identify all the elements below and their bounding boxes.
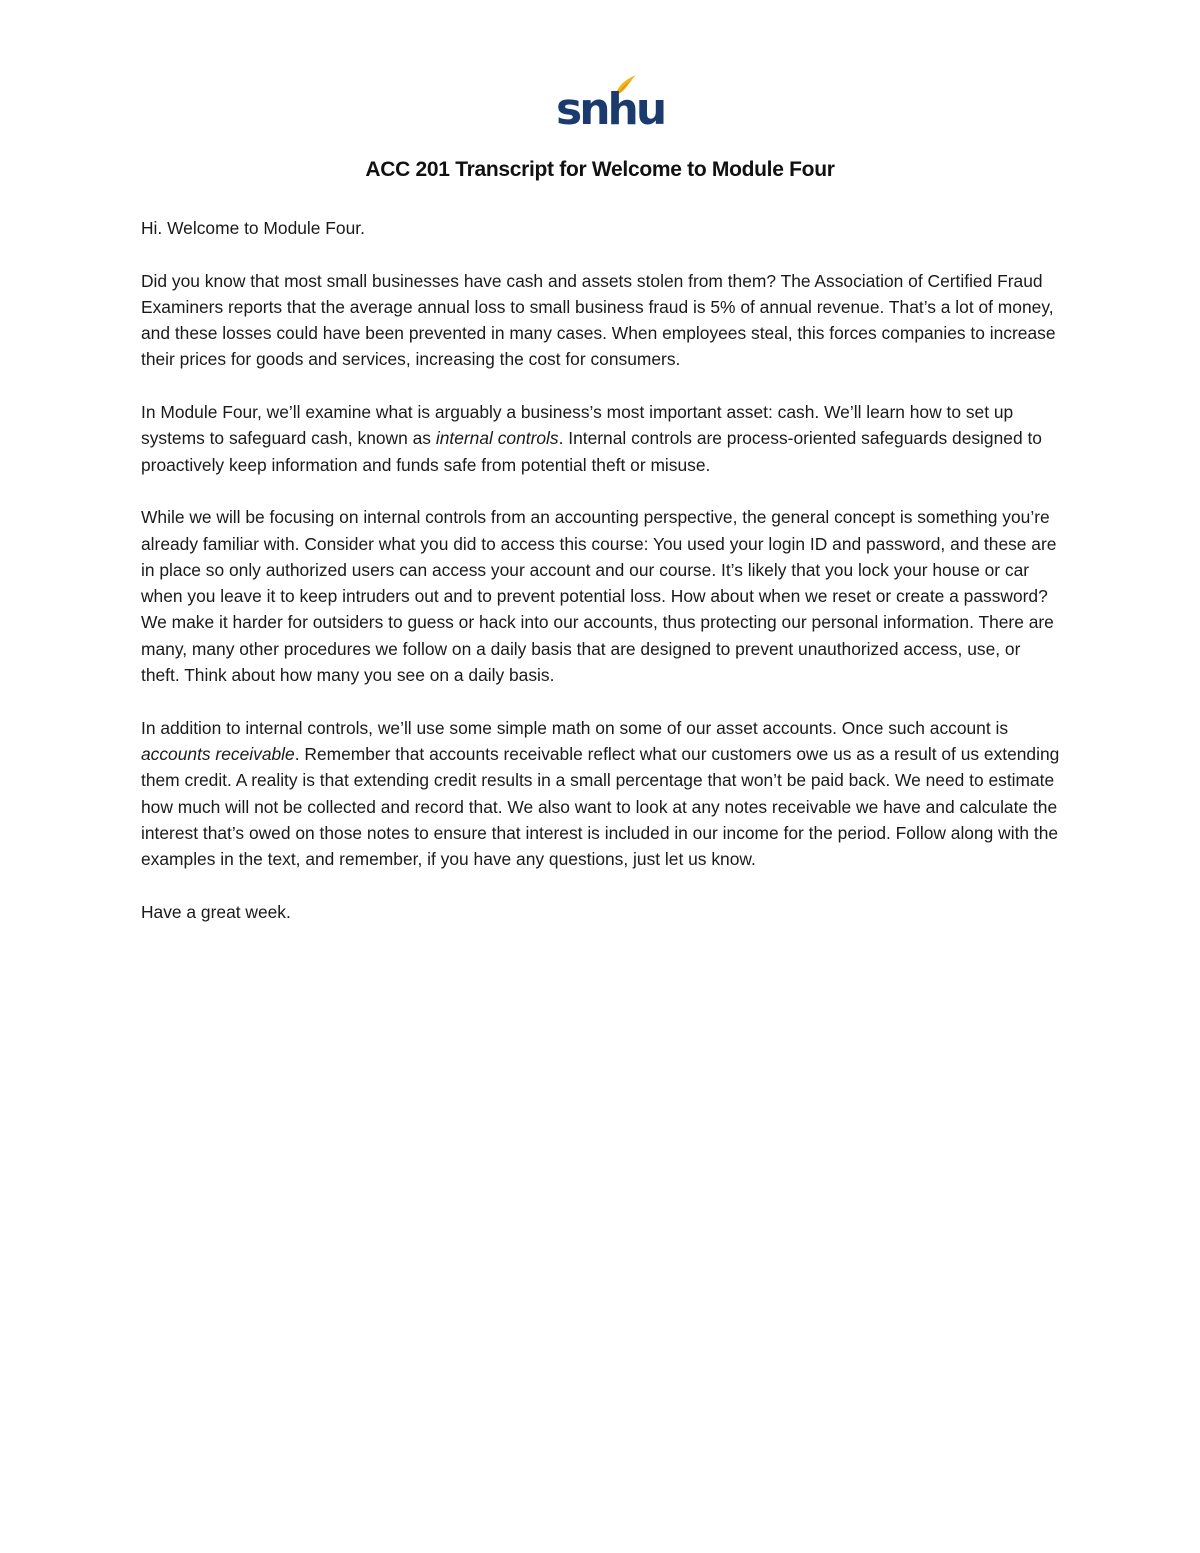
paragraph-text: . Remember that accounts receivable reflect what our customers owe us as a result of us extending them credit. A reality is that extending credit results in a small percentage that won’t be paid back. We need to estimate how much will not be collected and record that. We also want to look at any notes receivable we have and calculate the interest that’s owed on those notes to ensure that interest is included in our income for the period. Follow along with the examples in the text, and remember, if you have any questions, just let us know. [141, 743, 1060, 870]
paragraph-text: In Module Four, we’ll examine what is arguably a business’s most important asset: cash. We’ll learn how to set up systems to safeguard cash, known as [141, 402, 1014, 449]
paragraph-closing: Have a great week. [141, 901, 291, 922]
paragraph-accounts-receivable [141, 715, 1061, 873]
emphasis-accounts-receivable: accounts receivable [141, 743, 295, 764]
transcript-body [141, 215, 1061, 951]
paragraph-text: . Internal controls are process-oriented safeguards designed to proactively keep information and funds safe from potential theft or misuse. [141, 428, 1042, 475]
snhu-logo [552, 72, 665, 135]
paragraph-fraud: Did you know that most small businesses have cash and assets stolen from them? The Association of Certified Fraud Examiners reports that the average annual loss to small business fraud is 5% of annual revenue. That’s a lot of money, and these losses could have been prevented in many cases. When employees steal, this forces companies to increase their prices for goods and services, increasing the cost for consumers. [141, 270, 1056, 370]
paragraph-internal-controls [141, 399, 1061, 478]
document-title: ACC 201 Transcript for Welcome to Module Four [365, 158, 835, 181]
paragraph-greeting: Hi. Welcome to Module Four. [141, 218, 365, 238]
logo-wordmark: snhu [556, 84, 665, 135]
paragraph-text: In addition to internal controls, we’ll use some simple math on some of our asset accounts. Once such account is [141, 717, 1009, 738]
paragraph-familiar-concept: While we will be focusing on internal controls from an accounting perspective, the general concept is something you’re already familiar with. Consider what you did to access this course: You used your login ID and password, and these are in place so only authorized users can access your account and our course. It’s likely that you lock your house or car when you leave it to keep intruders out and to prevent potential loss. How about when we reset or create a password? We make it harder for outsiders to guess or hack into our accounts, thus protecting our personal information. There are many, many other procedures we follow on a daily basis that are designed to prevent unauthorized access, use, or theft. Think about how many you see on a daily basis. [141, 507, 1057, 686]
emphasis-internal-controls: internal controls [435, 428, 559, 449]
